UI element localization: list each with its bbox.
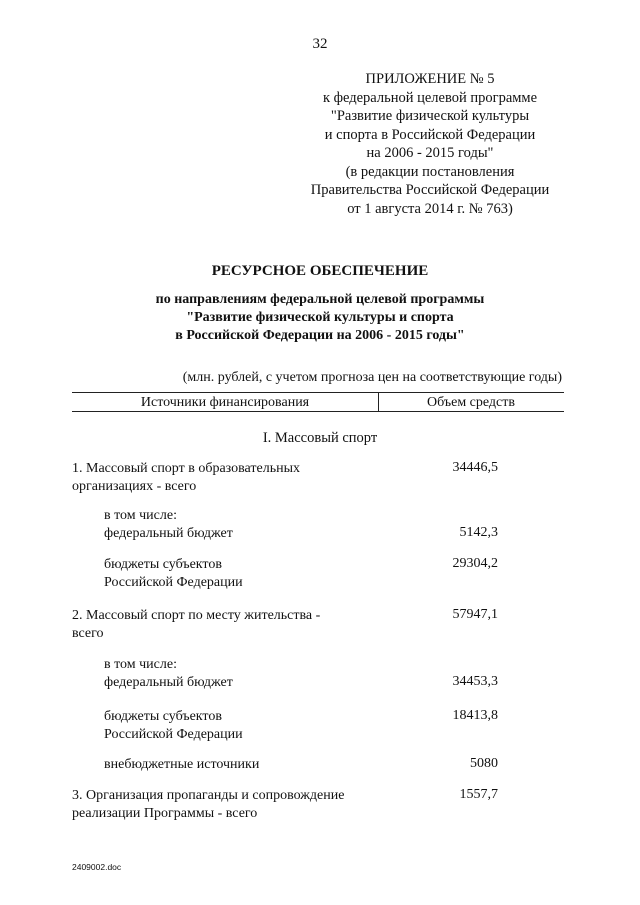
appendix-line: на 2006 - 2015 годы" xyxy=(366,145,494,161)
document-subtitle xyxy=(0,291,640,345)
row-label: 3. Организация пропаганды и сопровождение xyxy=(72,788,345,803)
row-value: 34446,5 xyxy=(452,460,498,475)
subtitle-line: "Развитие физической культуры и спорта xyxy=(186,310,454,325)
appendix-line: "Развитие физической культуры xyxy=(330,108,530,124)
table-row xyxy=(72,787,344,823)
appendix-header xyxy=(290,70,570,218)
appendix-line: ПРИЛОЖЕНИЕ № 5 xyxy=(365,71,495,87)
appendix-line: от 1 августа 2014 г. № 763) xyxy=(347,200,513,217)
row-label: в том числе: xyxy=(104,508,177,523)
appendix-line: (в редакции постановления xyxy=(345,163,515,180)
table-row xyxy=(104,507,233,543)
page-number: 32 xyxy=(312,36,328,52)
row-value: 18413,8 xyxy=(452,708,498,723)
appendix-line: и спорта в Российской Федерации xyxy=(324,126,536,143)
subtitle-line: по направлениям федеральной целевой программы xyxy=(155,292,485,307)
row-label: внебюджетные источники xyxy=(104,757,260,772)
row-label: всего xyxy=(72,626,104,641)
row-value: 5142,3 xyxy=(459,525,498,540)
row-label: бюджеты субъектов xyxy=(104,709,222,724)
row-label: федеральный бюджет xyxy=(104,526,233,541)
row-value: 5080 xyxy=(470,756,498,771)
row-label: 2. Массовый спорт по месту жительства - xyxy=(72,608,321,623)
table-row xyxy=(72,460,300,496)
table-top-rule xyxy=(72,392,564,393)
table-row xyxy=(104,708,243,744)
row-value: 1557,7 xyxy=(459,787,498,802)
table-row xyxy=(104,656,233,692)
document-title: РЕСУРСНОЕ ОБЕСПЕЧЕНИЕ xyxy=(211,263,429,279)
row-label: в том числе: xyxy=(104,657,177,672)
column-header-source: Источники финансирования xyxy=(140,395,310,410)
row-label: организациях - всего xyxy=(72,479,197,494)
row-value: 34453,3 xyxy=(452,674,498,689)
appendix-line: Правительства Российской Федерации xyxy=(310,182,550,198)
row-label: Российской Федерации xyxy=(104,575,243,590)
table-row xyxy=(104,756,259,774)
section-heading: I. Массовый спорт xyxy=(262,430,378,446)
footer-filename: 2409002.doc xyxy=(72,862,122,872)
table-row xyxy=(104,556,243,592)
units-note: (млн. рублей, с учетом прогноза цен на соответствующие годы) xyxy=(182,370,562,385)
row-value: 57947,1 xyxy=(452,607,498,622)
row-label: 1. Массовый спорт в образовательных xyxy=(72,461,301,476)
subtitle-line: в Российской Федерации на 2006 - 2015 годы" xyxy=(175,328,465,343)
row-label: федеральный бюджет xyxy=(104,675,233,690)
appendix-line: к федеральной целевой программе xyxy=(322,89,538,106)
table-row xyxy=(72,607,320,643)
column-header-amount: Объем средств xyxy=(426,395,515,410)
row-value: 29304,2 xyxy=(452,556,498,571)
row-label: Российской Федерации xyxy=(104,727,243,742)
table-header-bottom-rule xyxy=(72,411,564,412)
row-label: реализации Программы - всего xyxy=(72,806,258,821)
row-label: бюджеты субъектов xyxy=(104,557,222,572)
